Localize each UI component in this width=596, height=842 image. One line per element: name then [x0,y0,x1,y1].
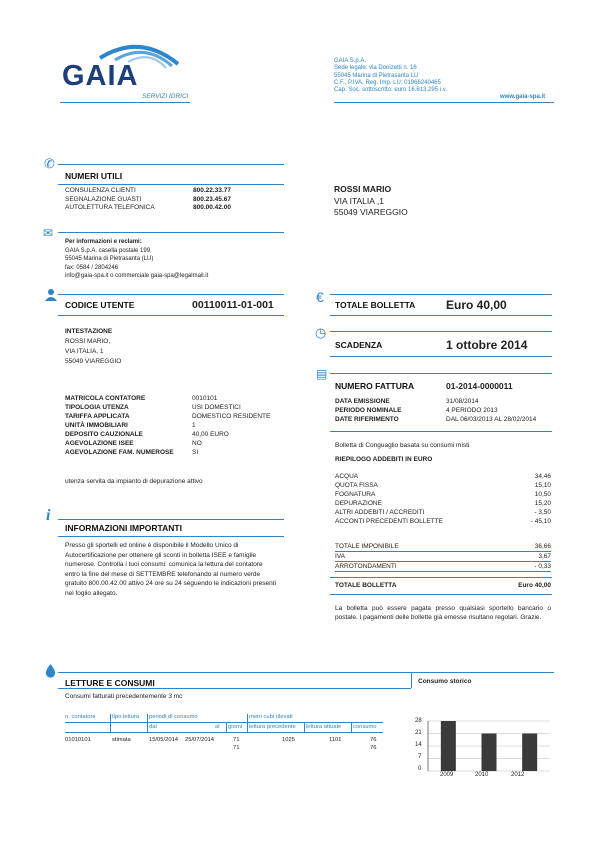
fattura-detail-label: DATA EMISSIONE [335,398,390,405]
logo-underline [60,102,190,103]
info-icon: i [46,507,51,524]
col-al: al [215,724,220,730]
x-tick-label: 2010 [475,772,489,778]
fattura-note: Bolletta di Conguaglio basata su consumi misti [335,442,470,449]
addebito-value: 10,50 [534,491,551,498]
chart-bar [522,734,537,772]
consumo-chart [426,716,556,776]
col-sep [110,714,111,732]
section-line [58,672,554,673]
letture-divider-v [411,672,412,688]
company-line: Sede legale: via Donizetti n. 16 [334,65,417,72]
contacts-block [65,238,208,281]
table-rule [65,722,383,723]
cell-dal: 15/05/2014 [149,737,179,743]
col-sep [226,723,227,732]
numero-label: CONSULENZA CLIENTI [65,187,136,194]
intestazione-line: VIA ITALIA, 1 [65,348,104,355]
numero-value[interactable]: 800.22.33.77 [193,187,231,194]
dati-value: DOMESTICO RESIDENTE [192,413,271,420]
y-tick-label: 7 [418,754,422,760]
col-lettura-attuale: lettura attuale [306,724,342,730]
company-info [334,58,447,94]
contacts-email[interactable]: info@gaia-spa.it o commerciale gaia-spa@legalmail.it [65,273,209,280]
recipient-name: ROSSI MARIO [334,184,392,194]
imponibile-value: 36,66 [534,543,551,550]
dati-label: AGEVOLAZIONE FAM. NUMEROSE [65,449,174,456]
company-website[interactable]: www.gaia-spa.it [500,94,546,100]
section-line [330,356,552,357]
cell-tipo-lettura: stimata [112,737,131,743]
info-title: INFORMAZIONI IMPORTANTI [65,523,182,533]
cell-giorni: 71 [233,737,240,743]
company-line: GAIA S.p.A. [334,58,367,64]
riepilogo-title: RIEPILOGO ADDEBITI IN EURO [335,456,433,463]
col-n-contatore: n. contatore [65,714,96,720]
euro-icon: € [316,289,324,305]
dati-label: MATRICOLA CONTATORE [65,395,146,402]
scadenza-value: 1 ottobre 2014 [446,338,528,352]
col-sep [247,714,248,732]
depurazione-note: utenza servita da impianto di depurazione attivo [65,478,203,485]
intestazione-line: ROSSI MARIO, [65,338,111,345]
addebito-label: QUOTA FISSA [335,482,378,489]
col-metri: metri cubi rilevati [249,714,293,720]
dati-value: USI DOMESTICI [192,404,241,411]
info-text: Presso gli sportelli ed online è disponibile il Modello Unico di Autocertificazione per ottenere gli sconti in bolletta ISEE e famiglie numerose. Controlla i tuoi consumi: comunica la lettura del contatore entro la fine del mese di SETTEMBRE telefonando al numero verde gratuito 800.00.42.00 attivo 24 ore su 24 seguendo le indicazioni presenti nel foglio allegato. [65,542,277,597]
imponibile-label: ARROTONDAMENTI [335,563,397,570]
dati-value: 0010101 [192,395,218,402]
x-tick-label: 2009 [440,772,454,778]
contacts-title: Per informazioni e reclami: [65,239,142,245]
addebito-label: ACQUA [335,473,359,480]
cell-n-contatore: 01010101 [65,737,91,743]
letture-title: LETTURE E CONSUMI [65,678,155,688]
company-line: 55045 Marina di Pietrasanta LU [334,72,419,79]
section-line [58,536,284,537]
addebito-value: - 45,10 [530,518,551,525]
imponibile-label: IVA [335,553,345,560]
col-sep [351,723,352,732]
section-line [58,315,284,316]
section-line [58,184,284,185]
cell-al: 25/07/2014 [185,737,215,743]
dati-label: UNITÀ IMMOBILIARI [65,422,128,429]
fattura-detail-label: PERIODO NOMINALE [335,407,402,414]
section-line [330,373,552,374]
numeri-utili-title: NUMERI UTILI [65,171,123,181]
section-line [330,577,552,578]
imponibile-list [335,542,551,572]
col-tipo-lettura: tipo lettura [112,714,140,720]
addebito-label: ALTRI ADDEBITI / ACCREDITI [335,509,425,516]
addebito-label: ACCONTI PRECEDENTI BOLLETTE [335,518,443,525]
y-tick-label: 28 [415,718,422,724]
section-line [330,431,552,432]
section-line [330,331,552,332]
letture-subtitle: Consumi fatturati precedentemente 3 mc [65,693,183,700]
clock-icon: ◷ [315,325,327,340]
fattura-detail-value: 4 PERIODO 2013 [446,407,498,414]
y-tick-label: 21 [415,730,422,736]
dati-label: DEPOSITO CAUZIONALE [65,431,143,438]
logo [60,38,200,103]
payment-note: La bolletta può essere pagata presso qualsiasi sportello bancario o postale. I pagamenti delle bollette già emesse risultano regolari. Grazie. [335,605,551,622]
codice-utente-value: 00110011-01-001 [192,299,274,311]
addebito-label: DEPURAZIONE [335,500,382,507]
contacts-line: GAIA S.p.A. casella postale 199 [65,247,151,254]
col-periodi: periodi di consumo [149,714,198,720]
recipient-address [334,184,408,219]
section-line [58,519,284,520]
x-tick-label: 2012 [511,772,525,778]
fattura-details [335,397,536,424]
recipient-city: 55049 VIAREGGIO [334,207,408,217]
dati-value: 1 [192,422,196,429]
phone-icon: ✆ [44,156,55,171]
col-lettura-precedente: lettura precedente [249,724,296,730]
contacts-line: 55045 Marina di Pietrasanta (LU) [65,256,154,263]
addebito-value: 34,46 [534,473,551,480]
document-icon: ▤ [316,367,328,381]
logo-tagline: SERVIZI IDRICI [142,93,189,100]
contacts-line: fax: 0584 / 2804246 [65,264,119,271]
totale-bolletta-label: TOTALE BOLLETTA [335,300,416,310]
company-line: C.F., P.IVA, Reg. Imp. LU: 01966240465 [334,79,441,86]
addebito-label: FOGNATURA [335,491,376,498]
addebito-value: - 3,50 [534,509,551,516]
dati-value: 40,00 EURO [192,431,229,438]
dati-label: AGEVOLAZIONE ISEE [65,440,134,447]
section-line [58,688,411,689]
y-tick-label: 0 [418,766,422,772]
dati-value: SI [192,449,199,456]
cell-lettura-precedente: 1025 [282,737,295,743]
chart-bar [482,734,497,772]
totale-bolletta-value: Euro 40,00 [446,298,507,312]
addebiti-list [335,472,551,526]
fattura-detail-value: 31/08/2014 [446,398,479,405]
dati-label: TARIFFA APPLICATA [65,413,130,420]
fattura-detail-label: DATE RIFERIMENTO [335,416,399,423]
dati-label: TIPOLOGIA UTENZA [65,404,129,411]
totale-row-label: TOTALE BOLLETTA [335,582,397,589]
codice-utente-label: CODICE UTENTE [65,300,135,310]
section-line [330,315,552,316]
col-dal: dal [149,724,157,730]
dati-utenza [65,394,270,457]
chart-title: Consumo storico [418,678,472,685]
numero-fattura-label: NUMERO FATTURA [335,381,415,391]
cell-giorni: 71 [233,745,240,751]
cell-consumo: 76 [370,737,377,743]
water-drop-icon [45,664,56,681]
cell-lettura-attuale: 1101 [329,737,342,743]
numero-label: AUTOLETTURA TELEFONICA [65,204,155,211]
mail-icon: ✉ [43,226,54,240]
table-rule [65,732,383,733]
section-line [330,294,552,295]
user-icon [44,288,58,305]
header-divider [334,102,554,103]
scadenza-label: SCADENZA [335,340,383,350]
imponibile-value: 3,67 [538,553,551,560]
numero-value[interactable]: 800.23.45.67 [193,195,231,203]
section-line [58,294,284,295]
section-line [330,594,552,595]
section-line [58,232,284,233]
addebito-value: 15,20 [534,500,551,507]
y-tick-label: 14 [415,742,422,748]
company-line: Cap. Soc. sottoscritto: euro 16.613.295 i.v. [334,87,447,94]
imponibile-label: TOTALE IMPONIBILE [335,543,399,550]
intestazione-line: 55049 VIAREGGIO [65,358,122,365]
numero-label: SEGNALAZIONE GUASTI [65,195,142,203]
numero-fattura-value: 01-2014-0000011 [446,381,513,391]
col-consumo: consumo [353,724,377,730]
col-sep [147,714,148,732]
totale-row-value: Euro 40,00 [518,582,551,589]
imponibile-value: - 0,33 [534,563,551,570]
col-giorni: giorni [228,724,243,730]
numeri-utili-list [65,187,275,213]
cell-consumo: 76 [370,745,377,751]
logo-wordmark: GAIA [62,60,139,92]
intestazione-title: INTESTAZIONE [65,328,113,335]
recipient-street: VIA ITALIA ,1 [334,195,384,206]
addebito-value: 15,10 [534,482,551,489]
numero-value[interactable]: 800.00.42.00 [193,204,231,211]
dati-value: NO [192,440,202,447]
chart-bar [441,721,456,771]
totale-row [335,582,551,591]
col-sep [304,723,305,732]
intestazione-block [65,327,121,367]
section-line [58,164,284,165]
fattura-detail-value: DAL 06/03/2013 AL 28/02/2014 [446,416,537,423]
